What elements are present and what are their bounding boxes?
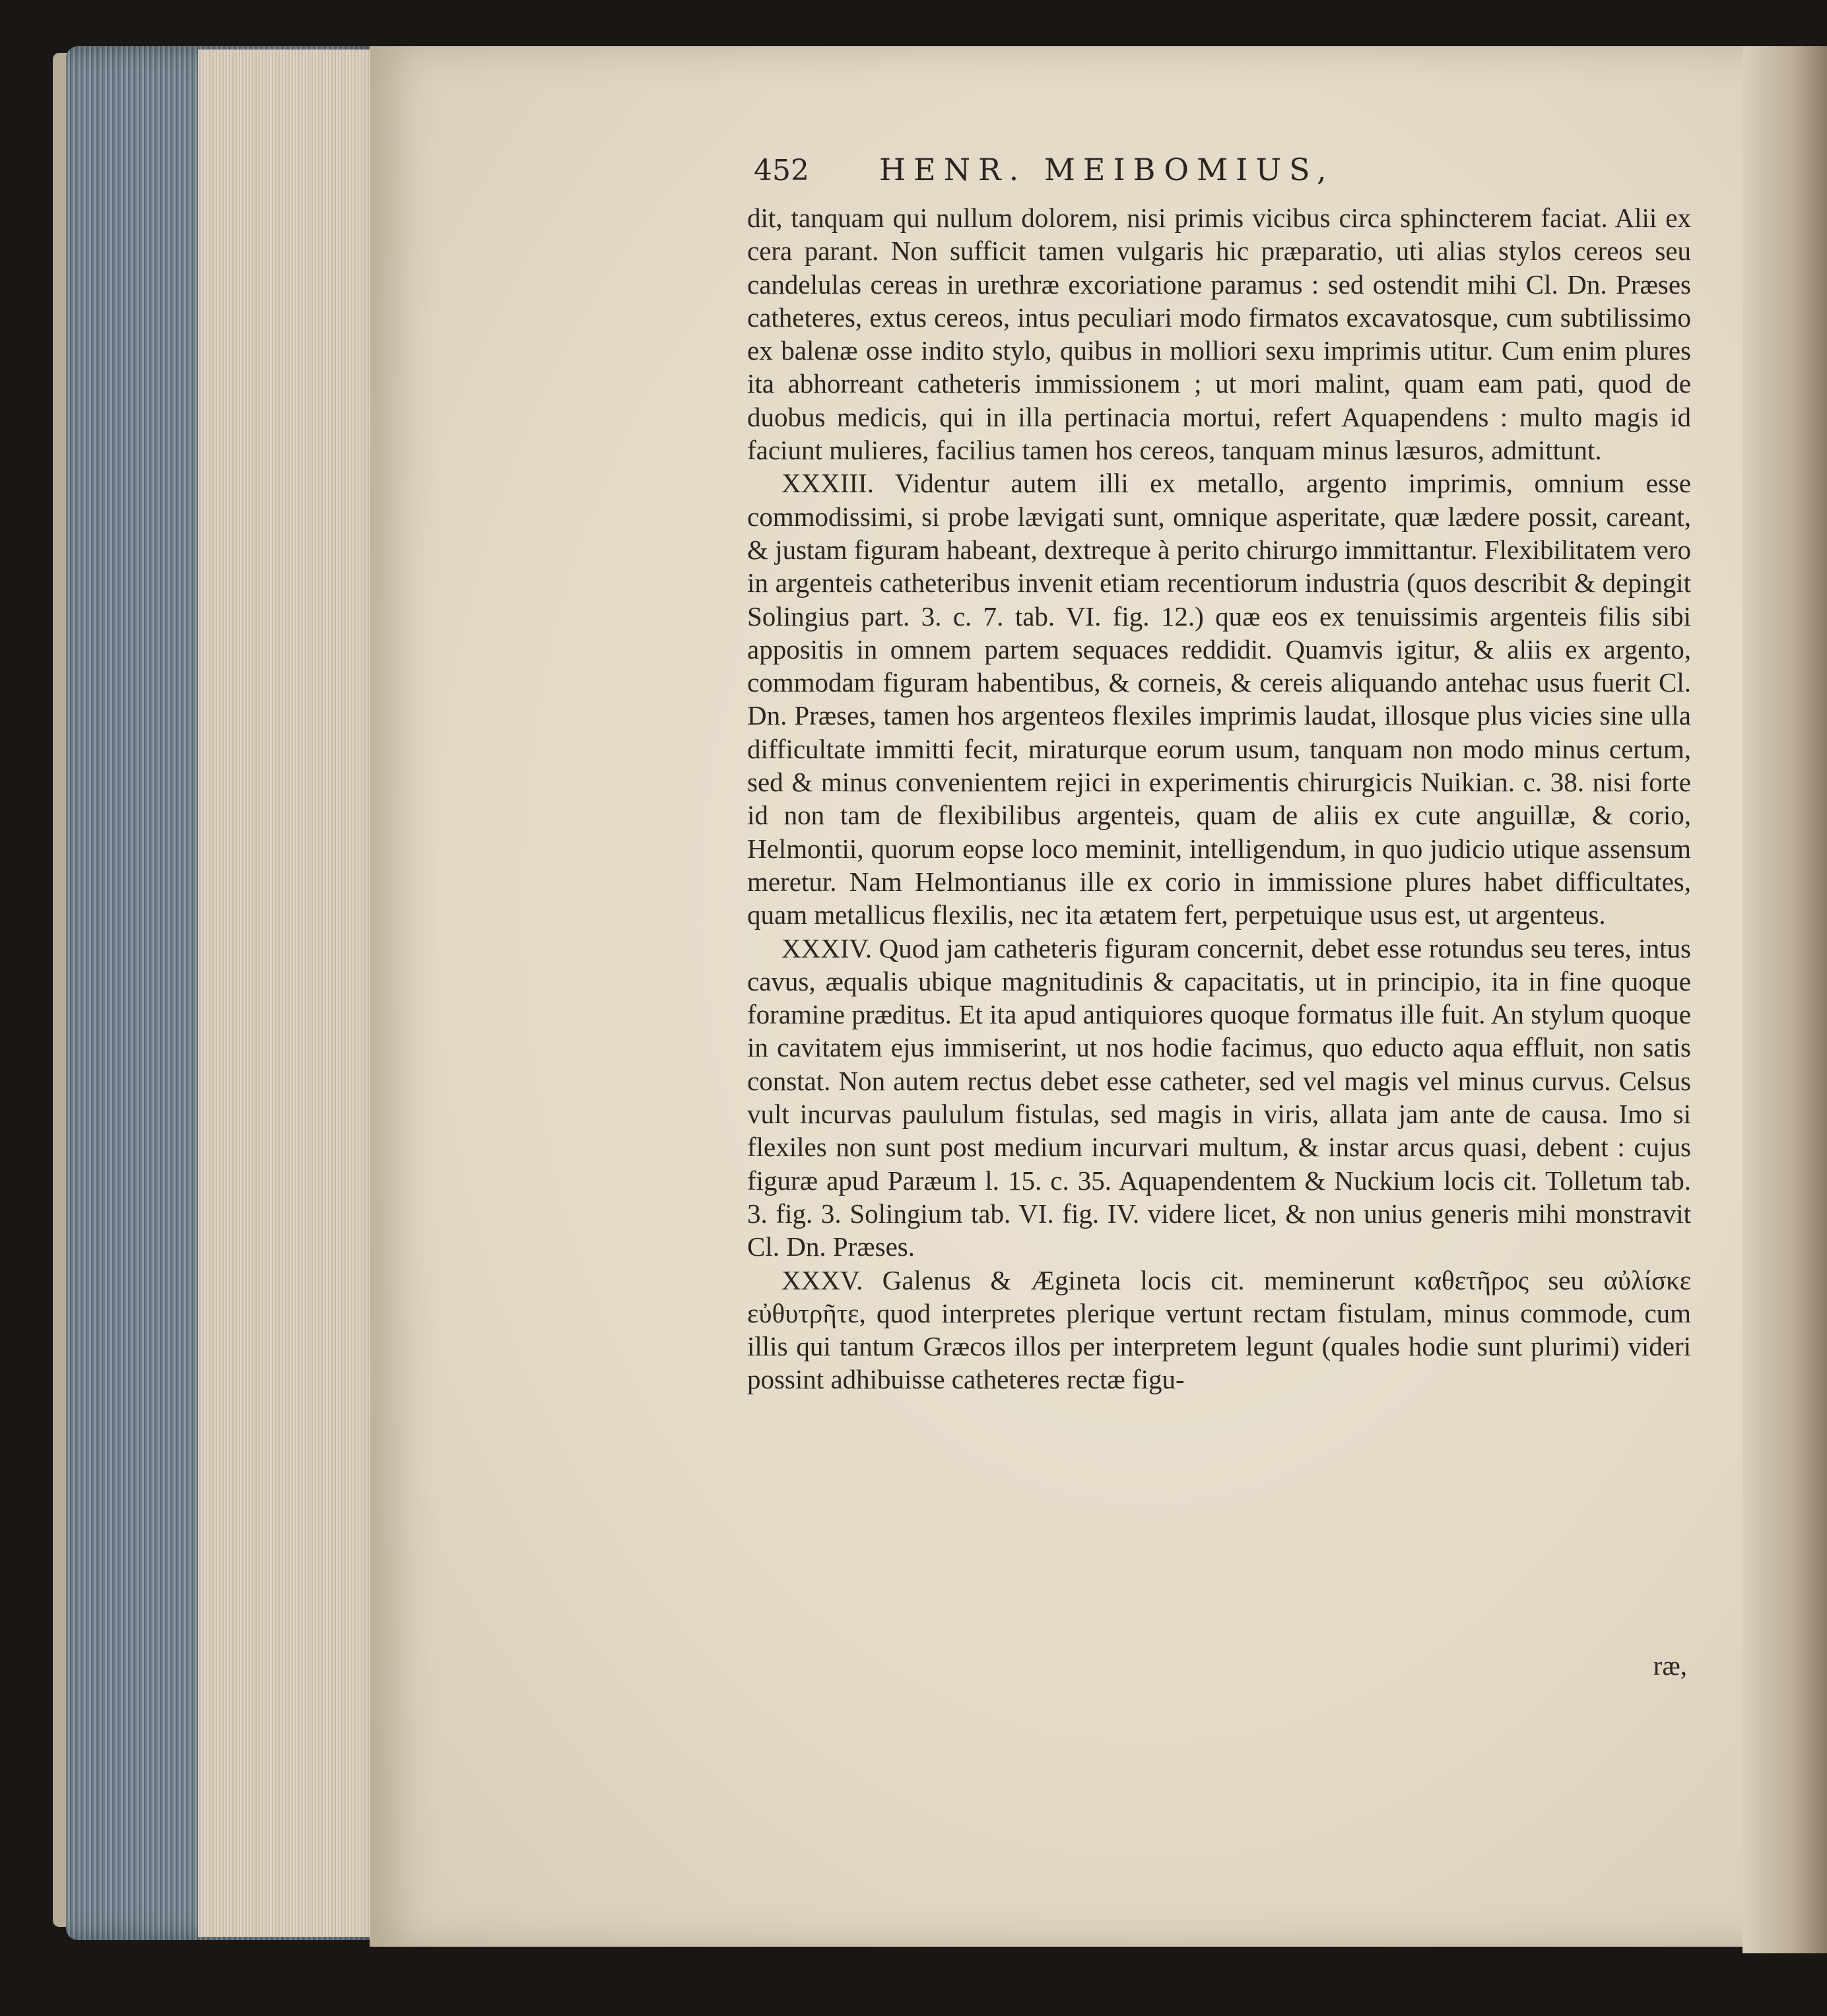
page-number: 452 xyxy=(754,154,809,187)
running-head xyxy=(754,152,1731,187)
paragraph-section-xxxv: XXXV. Galenus & Ægineta locis cit. meminerunt καθετῆρος seu αὐλίσκε εὐθυτρῆτε, quod interpretes plerique vertunt rectam fistulam, minus commode, cum illis qui tantum Græcos illos per interpretem legunt (quales hodie sunt plurimi) videri possint adhibuisse catheteres rectæ figu- xyxy=(747,1264,1691,1395)
paragraph-continuation: dit, tanquam qui nullum dolorem, nisi primis vicibus circa sphincterem faciat. Alii ex cera parant. Non sufficit tamen vulgaris hic præparatio, uti alias stylos cereos seu candelulas cereas in urethræ excoriatione paramus : sed ostendit mihi Cl. Dn. Præses catheteres, extus cereos, intus peculiari modo firmatos excavatosque, cum subtilissimo ex balenæ osse indito stylo, quibus in molliori sexu imprimis utitur. Cum enim plures ita abhorreant catheteris immissionem ; ut mori malint, quam eam pati, quod de duobus medicis, qui in illa pertinacia mortui, refert Aquapendens : multo magis id faciunt mulieres, facilius tamen hos cereos, tanquam minus læsuros, admittunt. xyxy=(747,203,1691,466)
body-text xyxy=(747,201,1691,1396)
catchword: ræ, xyxy=(1653,1650,1687,1681)
book-gutter xyxy=(1743,46,1827,1953)
paragraph-section-xxxiv: XXXIV. Quod jam catheteris figuram concernit, debet esse rotundus seu teres, intus cavus, æqualis ubique magnitudinis & capacitatis, ut in principio, ita in fine quoque foramine præditus. Et ita apud antiquiores quoque formatus ille fuit. An stylum quoque in cavitatem ejus immiserint, ut nos hodie facimus, quo educto aqua effluit, non satis constat. Non autem rectus debet esse catheter, sed vel magis vel minus curvus. Celsus vult incurvas paululum fistulas, sed magis in viris, allata jam ante de causa. Imo si flexiles non sunt post medium incurvari multum, & instar arcus quasi, debent : cujus figuræ apud Paræum l. 15. c. 35. Aquapendentem & Nuckium locis cit. Tolletum tab. 3. fig. 3. Solingium tab. VI. fig. IV. videre licet, & non unius generis mihi monstravit Cl. Dn. Præses. xyxy=(747,932,1691,1262)
running-title: HENR. MEIBOMIUS, xyxy=(879,152,1335,187)
page-fore-edge xyxy=(198,49,383,1937)
paragraph-section-xxxiii: XXXIII. Videntur autem illi ex metallo, argento imprimis, omnium esse commodissimi, si probe lævigati sunt, omnique asperitate, quæ lædere possit, careant, & justam figuram habeant, dextreque à perito chirurgo immittantur. Flexibilitatem vero in argenteis catheteribus invenit etiam recentiorum industria (quos describit & depingit Solingius part. 3. c. 7. tab. VI. fig. 12.) quæ eos ex tenuissimis argenteis filis sibi appositis in omnem partem sequaces reddidit. Quamvis igitur, & aliis ex argento, commodam figuram habentibus, & corneis, & cereis aliquando antehac usus fuerit Cl. Dn. Præses, tamen hos argenteos flexiles imprimis laudat, illosque plus vicies sine ulla difficultate immitti fecit, miraturque eorum usum, tanquam non modo minus certum, sed & minus convenientem rejici in experimentis chirurgicis Nuikian. c. 38. nisi forte id non tam de flexibilibus argenteis, quam de aliis ex cute anguillæ, & corio, Helmontii, quorum eopse loco meminit, intelligendum, in quo judicio utique assensum meretur. Nam Helmontianus ille ex corio in immissione plures habet difficultates, quam metallicus flexilis, nec ita ætatem fert, perpetuique usus est, ut argenteus. xyxy=(747,468,1691,930)
